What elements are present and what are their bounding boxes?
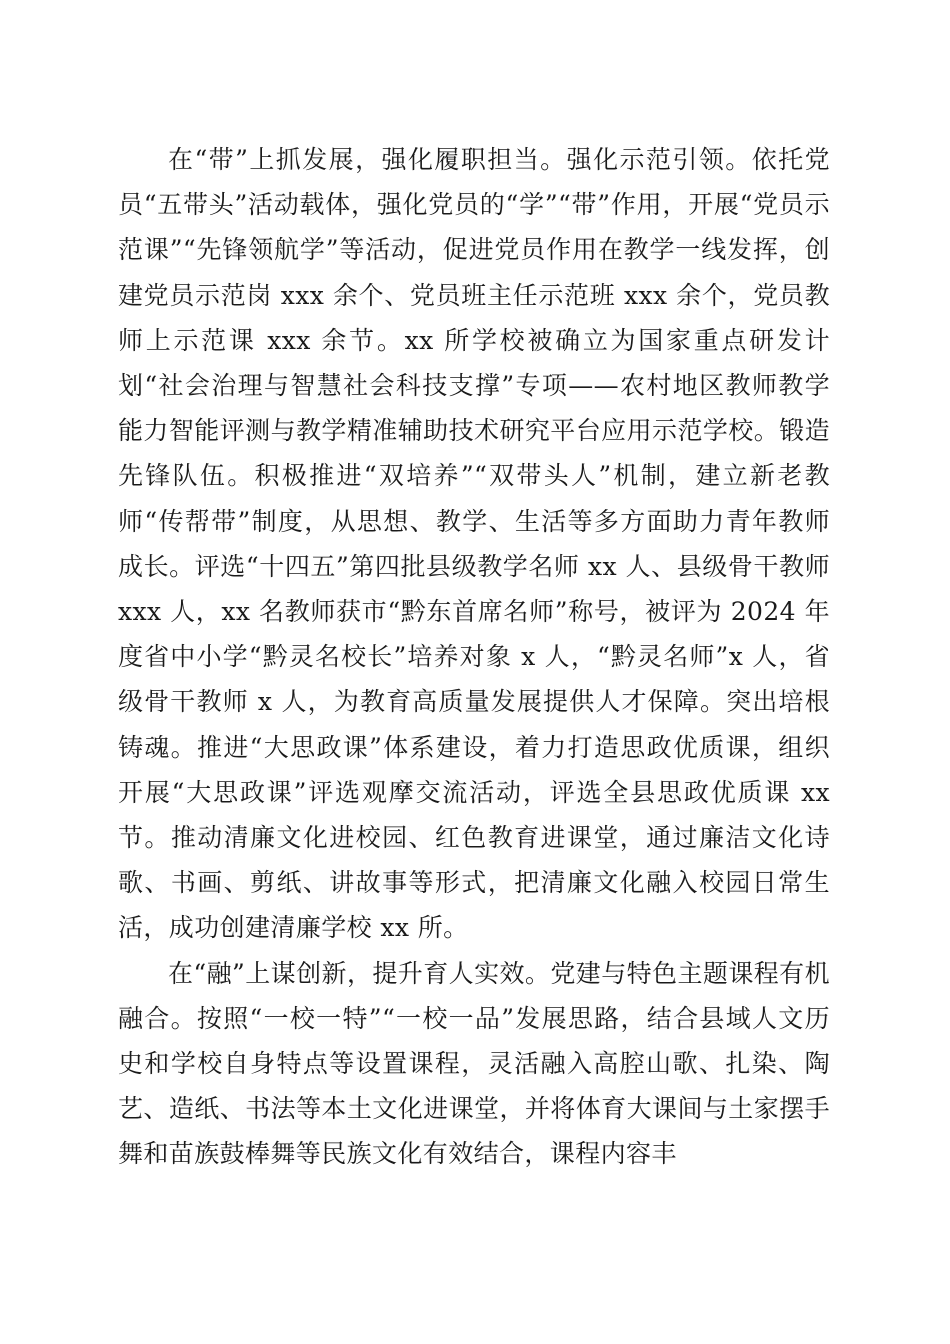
document-body <box>118 137 830 1177</box>
paragraph-dai-development: 在“带”上抓发展，强化履职担当。强化示范引领。依托党员“五带头”活动载体，强化党员的“学”“带”作用，开展“党员示范课”“先锋领航学”等活动，促进党员作用在教学一线发挥，创建党员示范岗 xxx 余个、党员班主任示范班 xxx 余个，党员教师上示范课 xxx 余节。xx 所学校被确立为国家重点研发计划“社会治理与智慧社会科技支撑”专项——农村地区教师教学能力智能评测与教学精准辅助技术研究平台应用示范学校。锻造先锋队伍。积极推进“双培养”“双带头人”机制，建立新老教师“传帮带”制度，从思想、教学、生活等多方面助力青年教师成长。评选“十四五”第四批县级教学名师 xx 人、县级骨干教师 xxx 人，xx 名教师获市“黔东首席名师”称号，被评为 2024 年度省中小学“黔灵名校长”培养对象 x 人，“黔灵名师”x 人，省级骨干教师 x 人，为教育高质量发展提供人才保障。突出培根铸魂。推进“大思政课”体系建设，着力打造思政优质课，组织开展“大思政课”评选观摩交流活动，评选全县思政优质课 xx 节。推动清廉文化进校园、红色教育进课堂，通过廉洁文化诗歌、书画、剪纸、讲故事等形式，把清廉文化融入校园日常生活，成功创建清廉学校 xx 所。 <box>118 145 830 943</box>
paragraph-rong-innovation: 在“融”上谋创新，提升育人实效。党建与特色主题课程有机融合。按照“一校一特”“一校一品”发展思路，结合县域人文历史和学校自身特点等设置课程，灵活融入高腔山歌、扎染、陶艺、造纸、书法等本土文化进课堂，并将体育大课间与土家摆手舞和苗族鼓棒舞等民族文化有效结合，课程内容丰 <box>118 958 830 1169</box>
